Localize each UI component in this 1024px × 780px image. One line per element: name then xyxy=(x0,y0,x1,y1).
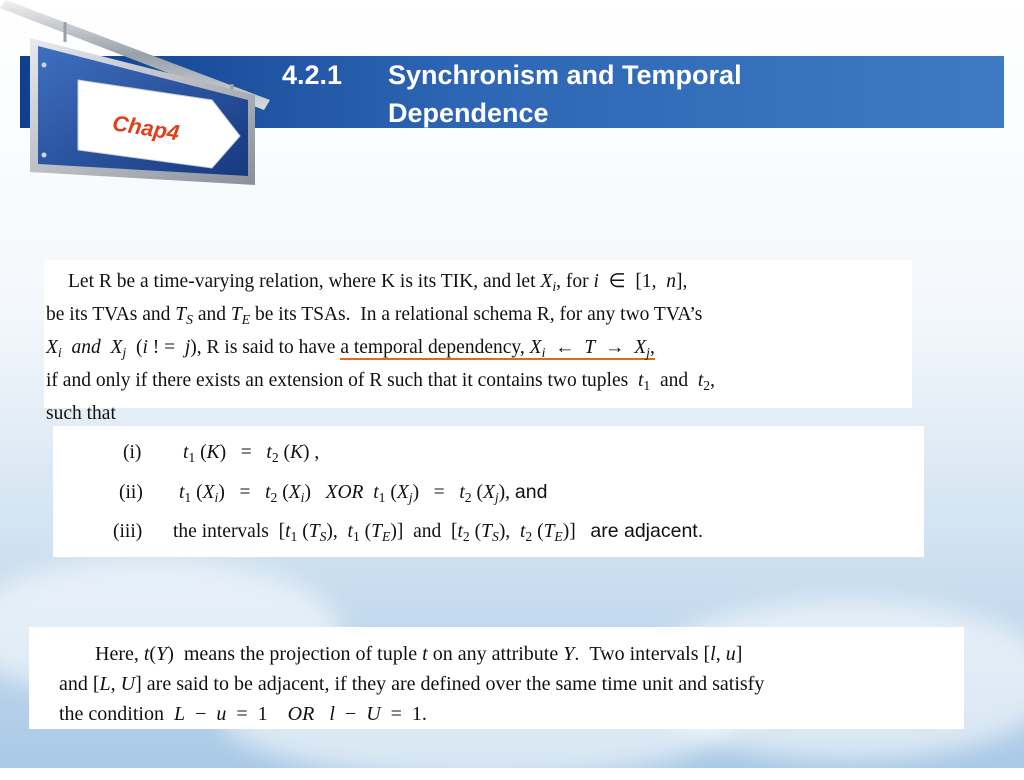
condition-3-label: (iii) xyxy=(113,521,143,542)
note-text xyxy=(59,639,957,729)
note-box xyxy=(29,627,964,729)
title-line-1: Synchronism and Temporal xyxy=(388,60,742,90)
section-number: 4.2.1 xyxy=(282,60,343,90)
definition-box xyxy=(44,260,912,424)
note-line-2: and [L, U] are said to be adjacent, if they are defined over the same time unit and satisfy xyxy=(59,673,765,695)
condition-3-tail: are adjacent. xyxy=(590,520,704,542)
title-line-2: Dependence xyxy=(388,98,549,128)
condition-3: (iii) the intervals [$t_1$ $(T_S)$, $t_1$ $(T_E)$] and [$t_2$ $(T_S)$, $t_2$ $(T_E)$] are adjacent. xyxy=(113,520,704,544)
note-line-3: the condition L − u = 1 OR l − U = 1. xyxy=(59,703,427,725)
definition-line-4: if and only if there exists an extension of R such that it contains two tuples $t_1$ and $t_2$, xyxy=(46,370,715,393)
conditions-box xyxy=(53,426,924,557)
temporal-dependency-highlight: a temporal dependency, $X_i$ ← $T \to X_j$, xyxy=(340,337,655,360)
note-line-1: Here, t(Y) means the projection of tuple t on any attribute Y. Two intervals [l, u] xyxy=(95,643,743,665)
condition-1-label: (i) xyxy=(123,442,142,463)
condition-2-tail: and xyxy=(514,481,548,503)
definition-text xyxy=(46,268,894,428)
condition-2: (ii) $t_1$ $(X_i) = t_2$ $(X_i)$ XOR $t_1$ $(X_j) = t_2$ $(X_j)$, and xyxy=(119,481,548,505)
definition-line-1: Let R be a time-varying relation, where K is its TIK, and let $X_i$, for i ∈ [1, n], xyxy=(68,271,688,294)
condition-2-label: (ii) xyxy=(119,482,143,503)
definition-line-2: be its TVAs and $T_S$ and $T_E$ be its TSAs. In a relational schema R, for any two TVA’s xyxy=(46,304,703,327)
chapter-label: Chap4 xyxy=(110,110,182,146)
condition-1: (i) $t_1$ $(K) = t_2$ (K) , xyxy=(123,442,320,465)
slide-title xyxy=(282,56,982,132)
chapter-signpost-icon xyxy=(0,0,280,200)
definition-line-5: such that xyxy=(46,403,116,424)
definition-line-3: $X_i$ and $X_j$ (i ! = j), R is said to have a temporal dependency, $X_i$ ← $T \to X_j$, xyxy=(46,337,655,360)
